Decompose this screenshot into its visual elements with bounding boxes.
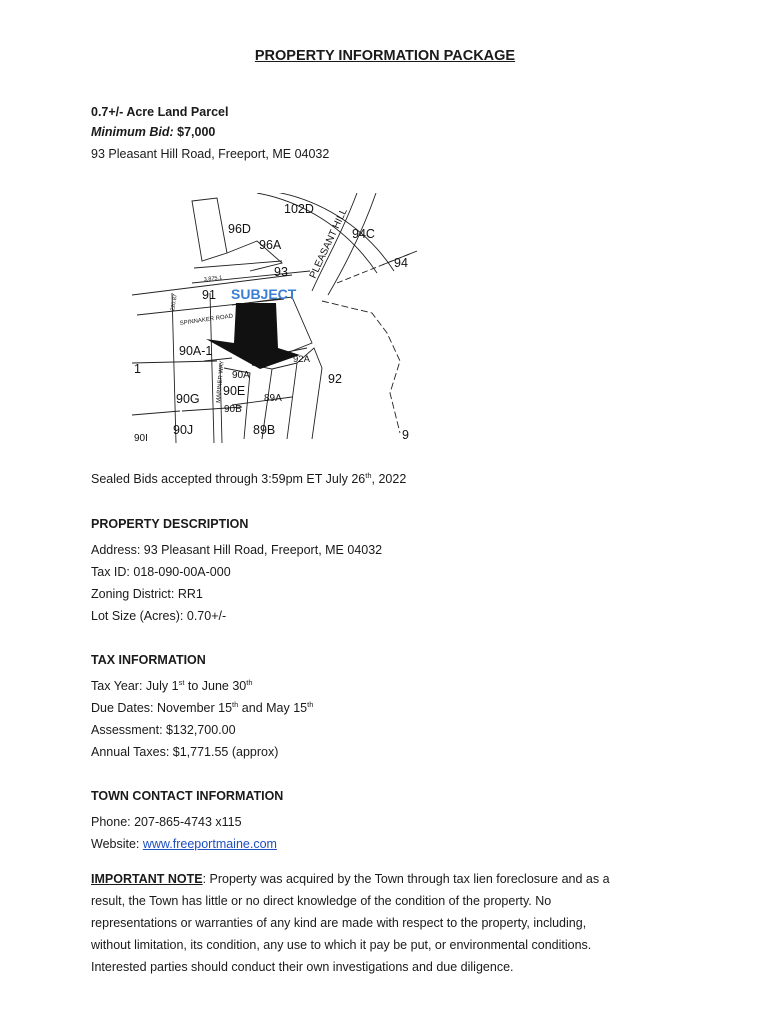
important-note-line-3: representations or warranties of any kind are made with respect to the property, including, — [91, 916, 587, 930]
map-label-94c: 94C — [352, 227, 375, 241]
map-label-96a: 96A — [259, 238, 282, 252]
map-label-94: 94 — [394, 256, 408, 270]
map-small-label-2: 220.87 — [170, 293, 179, 312]
road-label-mariner: MARINER WAY — [216, 360, 226, 404]
map-label-subject: SUBJECT — [231, 286, 297, 302]
sealed-bids-sup: th — [365, 471, 372, 480]
important-note-line-1 — [91, 868, 691, 890]
sealed-bids-text: Sealed Bids accepted through 3:59pm ET July 26 — [91, 472, 366, 486]
important-note-label: IMPORTANT NOTE — [91, 872, 203, 886]
tax-year-b: to June 30 — [184, 679, 247, 693]
sealed-bids-tail: , 2022 — [371, 472, 407, 486]
map-label-93: 93 — [274, 265, 288, 279]
map-label-90b: 90B — [224, 404, 242, 415]
lot-line-a — [194, 261, 282, 268]
town-contact-heading: TOWN CONTACT INFORMATION — [91, 789, 284, 803]
map-label-89b: 89B — [253, 423, 276, 437]
due-dates-b: and May 15 — [238, 701, 308, 715]
map-label-9: 9 — [402, 428, 409, 442]
map-label-102d: 102D — [284, 202, 314, 216]
map-label-1: 1 — [134, 362, 141, 376]
important-note — [91, 868, 691, 978]
tax-year — [91, 679, 253, 693]
page-title: PROPERTY INFORMATION PACKAGE — [254, 48, 516, 64]
map-small-label-1: 3,875.1 — [203, 275, 223, 283]
town-website — [91, 837, 277, 851]
lot-90a1-line — [204, 358, 232, 361]
parcel-size: 0.7+/- Acre Land Parcel — [91, 105, 229, 119]
map-label-91: 91 — [202, 288, 216, 302]
due-dates-sup2: th — [307, 700, 314, 709]
tax-information-heading: TAX INFORMATION — [91, 653, 206, 667]
tax-year-sup1: st — [178, 678, 185, 687]
map-label-96d: 96D — [228, 222, 251, 236]
important-note-line-2: result, the Town has little or no direct knowledge of the condition of the property. No — [91, 894, 552, 908]
town-phone: Phone: 207-865-4743 x115 — [91, 815, 242, 829]
road-edge-4 — [328, 193, 376, 295]
due-dates-sup1: th — [232, 700, 239, 709]
left-lot-line — [172, 293, 176, 443]
map-label-92: 92 — [328, 372, 342, 386]
map-label-90i: 90I — [134, 433, 148, 443]
left-lot-line-3 — [132, 411, 180, 415]
road-label-spinnaker: SPINNAKER ROAD — [179, 313, 234, 327]
tax-year-a: Tax Year: July 1 — [91, 679, 179, 693]
minimum-bid — [91, 125, 215, 139]
property-address: 93 Pleasant Hill Road, Freeport, ME 04032 — [91, 147, 330, 161]
map-label-90a-1: 90A-1 — [179, 344, 213, 358]
assessment: Assessment: $132,700.00 — [91, 723, 236, 737]
description-lot-size: Lot Size (Acres): 0.70+/- — [91, 609, 227, 623]
map-label-92a: 92A — [293, 354, 310, 365]
due-dates-a: Due Dates: November 15 — [91, 701, 233, 715]
description-tax-id: Tax ID: 018-090-00A-000 — [91, 565, 231, 579]
lot-line-92 — [322, 301, 400, 433]
road-label-pleasant-hill: PLEASANT HILL — [307, 206, 350, 281]
important-note-line-4: without limitation, its condition, any use to which it pay be put, or environmental conditions. — [91, 938, 592, 952]
description-address: Address: 93 Pleasant Hill Road, Freeport, ME 04032 — [91, 543, 383, 557]
map-label-89a: 89A — [264, 393, 282, 404]
map-label-90a: 90A — [232, 370, 250, 381]
map-label-90e: 90E — [223, 384, 246, 398]
annual-taxes: Annual Taxes: $1,771.55 (approx) — [91, 745, 279, 759]
important-note-line-5: Interested parties should conduct their own investigations and due diligence. — [91, 960, 514, 974]
description-zoning: Zoning District: RR1 — [91, 587, 203, 601]
sealed-bids-deadline — [91, 472, 406, 486]
map-label-90g: 90G — [176, 392, 200, 406]
minimum-bid-label: Minimum Bid: — [91, 125, 174, 139]
tax-map — [132, 193, 417, 443]
town-website-label: Website: — [91, 837, 143, 851]
minimum-bid-value: $7,000 — [177, 125, 216, 139]
important-note-line-1-text: : Property was acquired by the Town through tax lien foreclosure and as a — [202, 872, 610, 886]
town-website-link[interactable]: www.freeportmaine.com — [142, 837, 277, 851]
due-dates — [91, 701, 313, 715]
property-description-heading: PROPERTY DESCRIPTION — [91, 517, 249, 531]
tax-year-sup2: th — [246, 678, 253, 687]
lot-96d — [192, 198, 227, 261]
map-label-90j: 90J — [173, 423, 194, 437]
